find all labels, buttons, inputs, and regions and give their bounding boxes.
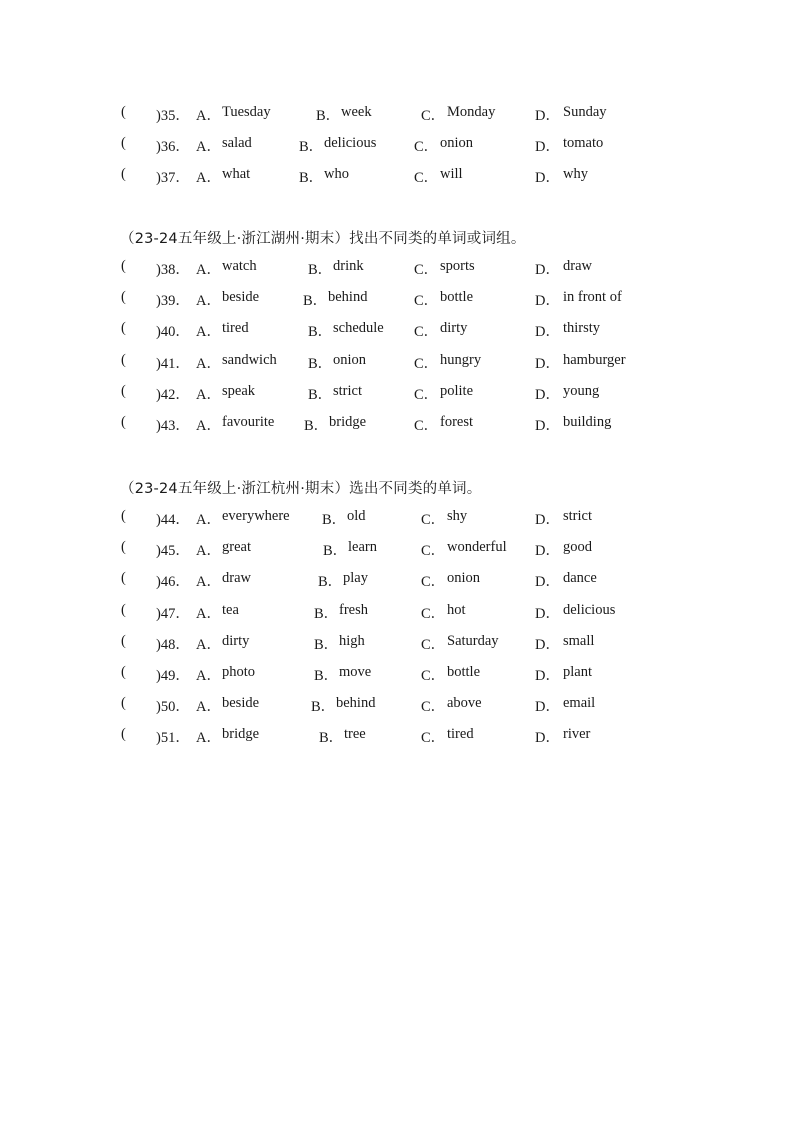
option-a-text: beside (222, 289, 260, 306)
section-heading: （23-24五年级上·浙江湖州·期末）找出不同类的单词或词组。 (120, 231, 526, 247)
question-number: )44． (156, 512, 190, 528)
option-a-letter: A． (196, 170, 221, 187)
question-row (0, 320, 794, 340)
option-a-text: everywhere (222, 508, 290, 524)
answer-paren[interactable]: ( (121, 695, 126, 712)
option-d-letter: D． (535, 699, 560, 716)
option-c-letter: C． (414, 418, 439, 434)
option-d-letter: D． (535, 139, 560, 156)
answer-paren[interactable]: ( (121, 166, 126, 183)
option-b-letter: B． (314, 605, 339, 622)
answer-paren[interactable]: ( (121, 414, 126, 430)
option-b-text: onion (333, 351, 367, 368)
answer-paren[interactable]: ( (121, 508, 126, 524)
option-b-letter: B． (316, 108, 341, 124)
option-d-text: in front of (563, 289, 622, 306)
option-b-text: who (324, 166, 349, 183)
question-row (0, 570, 794, 590)
question-number: )41． (156, 355, 190, 372)
question-row (0, 383, 794, 403)
question-number: )38． (156, 262, 190, 278)
answer-paren[interactable]: ( (121, 601, 126, 618)
option-a-letter: A． (196, 139, 221, 156)
option-c-letter: C． (421, 108, 446, 124)
answer-paren[interactable]: ( (121, 632, 126, 649)
option-a-letter: A． (196, 512, 221, 528)
option-d-text: building (563, 414, 612, 430)
option-c-letter: C． (414, 355, 439, 372)
option-b-text: learn (348, 539, 377, 556)
option-d-letter: D． (535, 293, 560, 310)
question-number: )43． (156, 418, 190, 434)
option-d-letter: D． (535, 512, 560, 528)
answer-paren[interactable]: ( (121, 726, 126, 743)
option-b-letter: B． (308, 386, 333, 403)
question-row (0, 289, 794, 309)
option-b-text: old (347, 508, 366, 524)
option-a-letter: A． (196, 574, 221, 591)
question-number: )35． (156, 108, 190, 124)
option-b-letter: B． (318, 574, 343, 591)
answer-paren[interactable]: ( (121, 289, 126, 306)
option-d-text: river (563, 726, 591, 743)
option-c-text: tired (447, 726, 474, 743)
option-d-letter: D． (535, 170, 560, 187)
option-b-letter: B． (304, 418, 329, 434)
option-a-text: what (222, 166, 251, 183)
option-d-letter: D． (535, 355, 560, 372)
option-b-text: move (339, 664, 372, 680)
question-number: )45． (156, 543, 190, 560)
question-row (0, 135, 794, 155)
option-b-letter: B． (322, 512, 347, 528)
question-number: )51． (156, 730, 190, 747)
option-b-text: behind (336, 695, 376, 712)
option-a-letter: A． (196, 293, 221, 310)
question-number: )47． (156, 605, 190, 622)
option-c-text: above (447, 695, 482, 712)
option-b-text: fresh (339, 601, 368, 618)
option-d-letter: D． (535, 636, 560, 653)
option-a-letter: A． (196, 418, 221, 434)
option-a-letter: A． (196, 108, 221, 124)
answer-paren[interactable]: ( (121, 320, 126, 337)
option-b-letter: B． (319, 730, 344, 747)
option-b-text: play (343, 570, 368, 587)
option-a-text: draw (222, 570, 251, 587)
option-a-text: sandwich (222, 351, 277, 368)
option-c-letter: C． (414, 262, 439, 278)
option-a-text: photo (222, 664, 256, 680)
option-c-letter: C． (414, 386, 439, 403)
option-d-letter: D． (535, 605, 560, 622)
option-c-letter: C． (414, 324, 439, 341)
option-b-text: drink (333, 258, 364, 274)
option-d-text: draw (563, 258, 592, 274)
option-d-text: tomato (563, 135, 604, 152)
option-b-letter: B． (308, 262, 333, 278)
answer-paren[interactable]: ( (121, 570, 126, 587)
option-a-letter: A． (196, 543, 221, 560)
option-d-text: thirsty (563, 320, 601, 337)
question-row (0, 352, 794, 372)
option-a-letter: A． (196, 355, 221, 372)
option-d-text: good (563, 539, 592, 556)
option-a-text: tea (222, 601, 239, 618)
question-number: )46． (156, 574, 190, 591)
question-row (0, 633, 794, 653)
option-b-text: strict (333, 382, 362, 399)
question-number: )42． (156, 386, 190, 403)
option-a-letter: A． (196, 699, 221, 716)
option-b-letter: B． (323, 543, 348, 560)
answer-paren[interactable]: ( (121, 258, 126, 274)
answer-paren[interactable]: ( (121, 351, 126, 368)
question-number: )49． (156, 668, 190, 684)
option-b-text: delicious (324, 135, 377, 152)
option-a-letter: A． (196, 386, 221, 403)
option-b-text: behind (328, 289, 368, 306)
option-c-letter: C． (414, 139, 439, 156)
option-c-letter: C． (421, 512, 446, 528)
option-c-letter: C． (421, 699, 446, 716)
option-d-letter: D． (535, 574, 560, 591)
option-a-text: Tuesday (222, 104, 271, 120)
option-b-letter: B． (303, 293, 328, 310)
option-c-text: hot (447, 601, 466, 618)
option-b-letter: B． (299, 170, 324, 187)
option-c-text: polite (440, 382, 474, 399)
question-row (0, 726, 794, 746)
option-a-letter: A． (196, 636, 221, 653)
option-b-letter: B． (314, 668, 339, 684)
question-row (0, 258, 794, 278)
option-c-text: hungry (440, 351, 482, 368)
option-b-letter: B． (308, 355, 333, 372)
answer-paren[interactable]: ( (121, 664, 126, 680)
option-d-text: plant (563, 664, 592, 680)
option-c-letter: C． (421, 574, 446, 591)
option-a-text: bridge (222, 726, 260, 743)
question-number: )36． (156, 139, 190, 156)
option-d-text: young (563, 382, 600, 399)
option-c-text: bottle (440, 289, 474, 306)
question-number: )40． (156, 324, 190, 341)
option-d-letter: D． (535, 108, 560, 124)
option-a-letter: A． (196, 668, 221, 684)
option-d-letter: D． (535, 324, 560, 341)
option-d-text: hamburger (563, 351, 626, 368)
option-c-text: Monday (447, 104, 496, 120)
question-number: )39． (156, 293, 190, 310)
option-c-letter: C． (421, 543, 446, 560)
option-d-letter: D． (535, 418, 560, 434)
option-a-letter: A． (196, 262, 221, 278)
question-number: )48． (156, 636, 190, 653)
option-a-text: tired (222, 320, 249, 337)
option-d-letter: D． (535, 730, 560, 747)
answer-paren[interactable]: ( (121, 539, 126, 556)
option-a-text: favourite (222, 414, 275, 430)
option-c-letter: C． (421, 730, 446, 747)
option-d-text: dance (563, 570, 597, 587)
option-c-text: onion (440, 135, 474, 152)
option-b-text: week (341, 104, 372, 120)
section-heading: （23-24五年级上·浙江杭州·期末）选出不同类的单词。 (120, 481, 482, 497)
question-row (0, 695, 794, 715)
question-row (0, 166, 794, 186)
option-c-letter: C． (421, 636, 446, 653)
option-c-text: Saturday (447, 632, 499, 649)
option-a-text: salad (222, 135, 252, 152)
option-c-text: onion (447, 570, 481, 587)
option-b-letter: B． (314, 636, 339, 653)
answer-paren[interactable]: ( (121, 104, 126, 120)
option-a-text: speak (222, 382, 256, 399)
option-a-letter: A． (196, 730, 221, 747)
option-d-text: email (563, 695, 596, 712)
option-b-letter: B． (308, 324, 333, 341)
answer-paren[interactable]: ( (121, 382, 126, 399)
option-c-text: bottle (447, 664, 481, 680)
option-c-letter: C． (414, 170, 439, 187)
option-d-text: why (563, 166, 588, 183)
question-row (0, 602, 794, 622)
option-c-text: will (440, 166, 463, 183)
option-b-letter: B． (299, 139, 324, 156)
option-a-letter: A． (196, 324, 221, 341)
option-c-letter: C． (421, 605, 446, 622)
option-b-text: schedule (333, 320, 384, 337)
option-c-text: forest (440, 414, 474, 430)
option-c-text: shy (447, 508, 468, 524)
option-c-letter: C． (421, 668, 446, 684)
question-number: )50． (156, 699, 190, 716)
option-a-text: beside (222, 695, 260, 712)
option-a-text: dirty (222, 632, 250, 649)
option-b-text: bridge (329, 414, 367, 430)
option-b-text: high (339, 632, 365, 649)
option-d-letter: D． (535, 386, 560, 403)
option-c-text: wonderful (447, 539, 507, 556)
option-c-text: dirty (440, 320, 468, 337)
option-c-text: sports (440, 258, 475, 274)
answer-paren[interactable]: ( (121, 135, 126, 152)
option-d-text: small (563, 632, 595, 649)
question-row (0, 664, 794, 684)
option-c-letter: C． (414, 293, 439, 310)
option-d-text: strict (563, 508, 592, 524)
option-b-text: tree (344, 726, 366, 743)
question-row (0, 104, 794, 124)
option-b-letter: B． (311, 699, 336, 716)
option-a-letter: A． (196, 605, 221, 622)
option-d-letter: D． (535, 668, 560, 684)
option-a-text: great (222, 539, 251, 556)
question-number: )37． (156, 170, 190, 187)
question-row (0, 414, 794, 434)
question-row (0, 508, 794, 528)
option-a-text: watch (222, 258, 257, 274)
option-d-text: delicious (563, 601, 616, 618)
question-row (0, 539, 794, 559)
option-d-letter: D． (535, 262, 560, 278)
option-d-letter: D． (535, 543, 560, 560)
option-d-text: Sunday (563, 104, 607, 120)
